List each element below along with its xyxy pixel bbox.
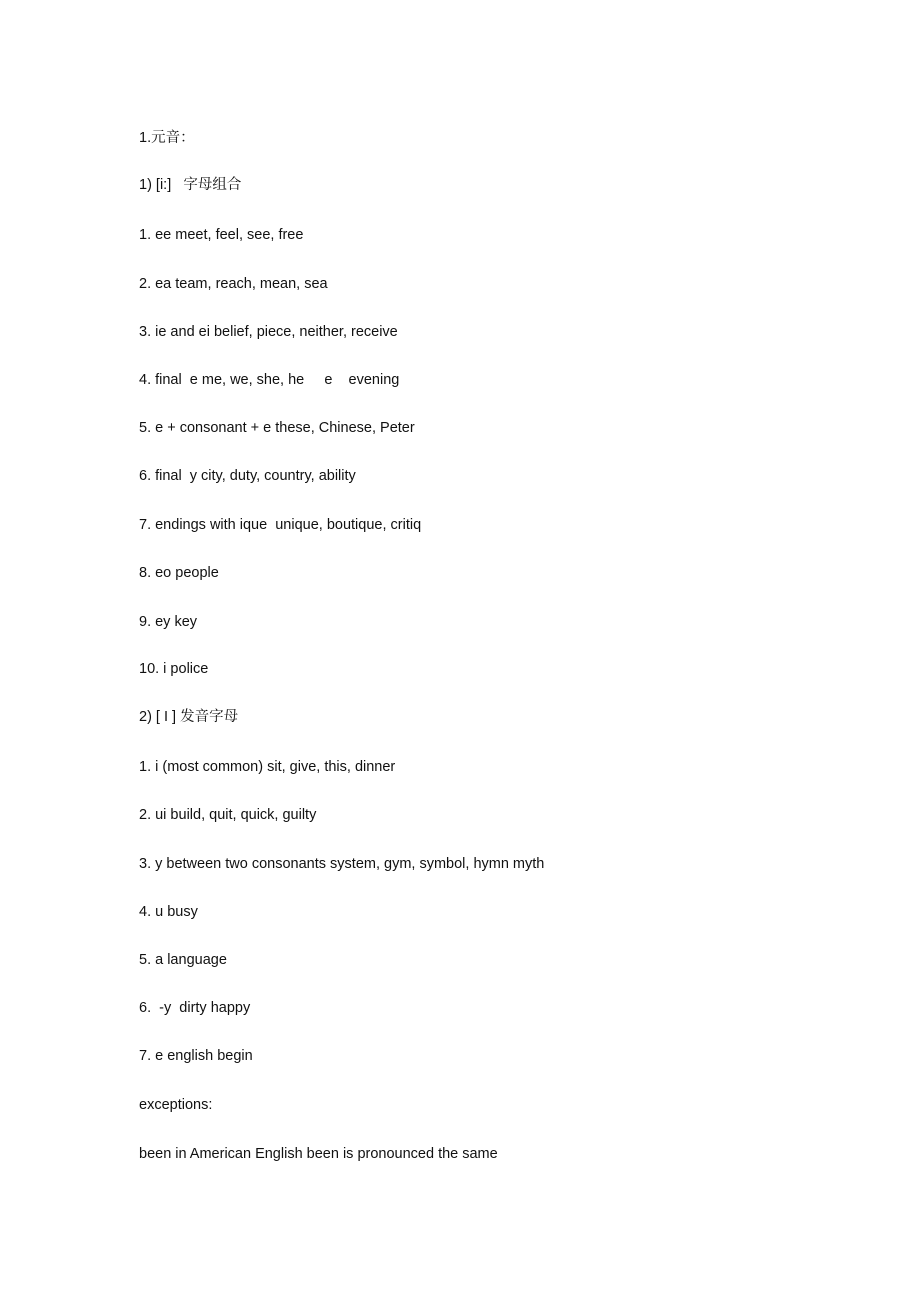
subsection-heading-short-i: 2) [ I ] 发音字母 bbox=[139, 709, 239, 725]
list-item: 9. ey key bbox=[139, 614, 198, 630]
list-item: 10. i police bbox=[139, 661, 209, 677]
list-item: 1. ee meet, feel, see, free bbox=[139, 227, 304, 243]
list-item: 4. final e me, we, she, he e evening bbox=[139, 372, 400, 388]
list-item: 6. final y city, duty, country, ability bbox=[139, 468, 356, 484]
list-item: 2. ea team, reach, mean, sea bbox=[139, 276, 328, 292]
section-heading-vowels: 1.元音： bbox=[139, 130, 195, 146]
list-item: 1. i (most common) sit, give, this, dinner bbox=[139, 759, 396, 775]
list-item: 3. y between two consonants system, gym, symbol, hymn myth bbox=[139, 856, 545, 872]
list-item: 3. ie and ei belief, piece, neither, receive bbox=[139, 324, 398, 340]
list-item: 7. endings with ique unique, boutique, critiq bbox=[139, 517, 422, 533]
list-item: 6. -y dirty happy bbox=[139, 1000, 251, 1016]
list-item: 8. eo people bbox=[139, 565, 219, 581]
subsection-heading-long-i: 1) [i:] 字母组合 bbox=[139, 177, 242, 193]
list-item: 5. a language bbox=[139, 952, 227, 968]
list-item: 2. ui build, quit, quick, guilty bbox=[139, 807, 317, 823]
list-item: 4. u busy bbox=[139, 904, 198, 920]
exceptions-label: exceptions: bbox=[139, 1097, 213, 1113]
list-item: 5. e + consonant + e these, Chinese, Peter bbox=[139, 420, 415, 436]
exception-note: been in American English been is pronounced the same bbox=[139, 1146, 498, 1162]
list-item: 7. e english begin bbox=[139, 1048, 253, 1064]
